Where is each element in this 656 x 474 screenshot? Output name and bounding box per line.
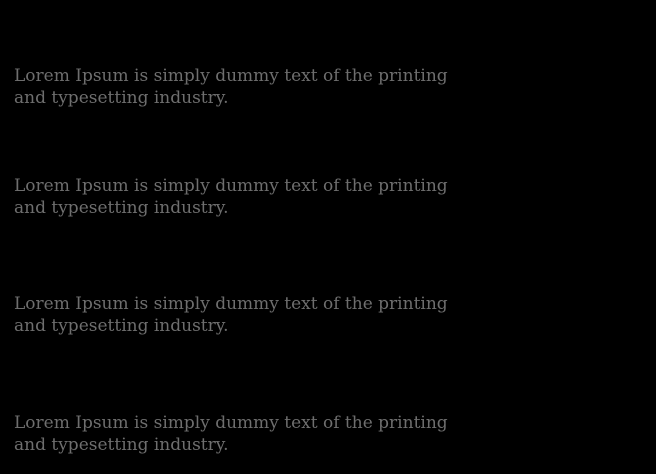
- paragraph-line: and typesetting industry.: [14, 88, 229, 108]
- lorem-paragraph-3: [14, 293, 448, 337]
- paragraph-line: Lorem Ipsum is simply dummy text of the printing: [14, 413, 448, 433]
- lorem-paragraph-4: [14, 412, 448, 456]
- lorem-paragraph-1: [14, 65, 448, 109]
- paragraph-line: and typesetting industry.: [14, 435, 229, 455]
- lorem-paragraph-2: [14, 175, 448, 219]
- paragraph-line: and typesetting industry.: [14, 316, 229, 336]
- paragraph-line: Lorem Ipsum is simply dummy text of the printing: [14, 176, 448, 196]
- paragraph-line: and typesetting industry.: [14, 198, 229, 218]
- paragraph-line: Lorem Ipsum is simply dummy text of the printing: [14, 66, 448, 86]
- paragraph-line: Lorem Ipsum is simply dummy text of the printing: [14, 294, 448, 314]
